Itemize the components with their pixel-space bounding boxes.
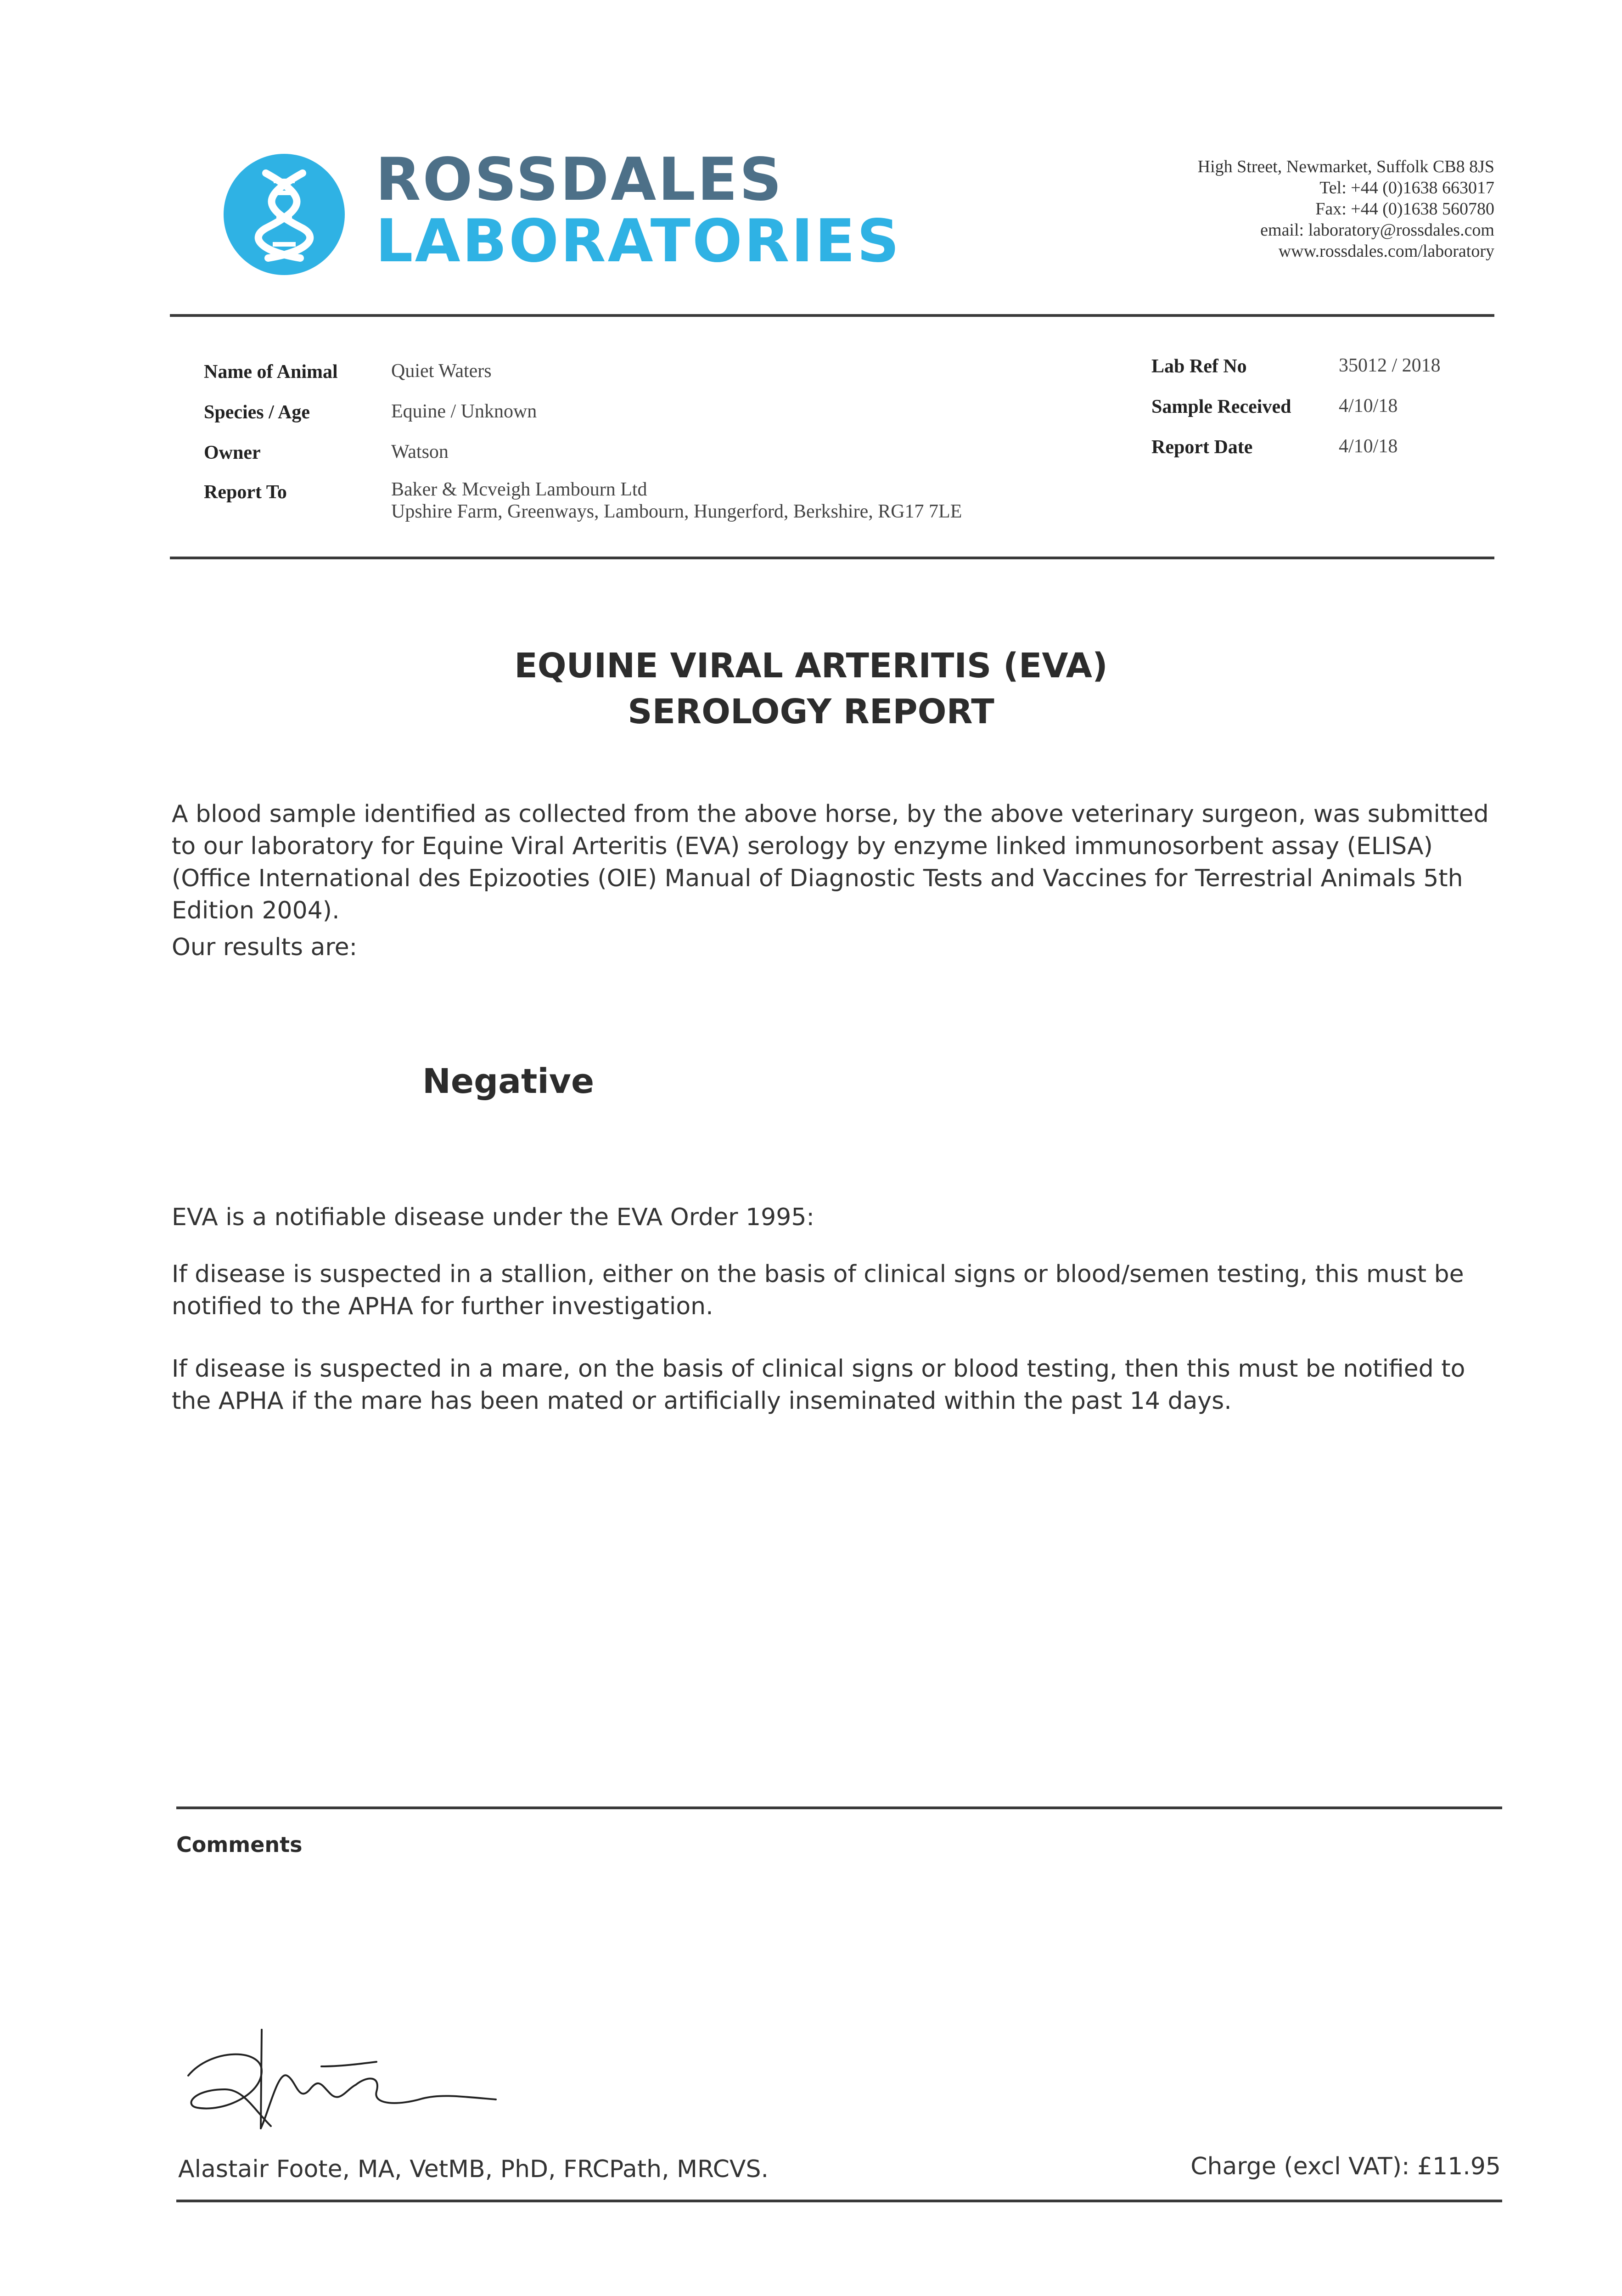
notifiable-statement: EVA is a notifiable disease under the EVA Order 1995: (172, 1204, 814, 1231)
report-subtitle: SEROLOGY REPORT (628, 692, 994, 732)
address-phone: Tel: +44 (0)1638 663017 (1319, 178, 1494, 197)
address-website: www.rossdales.com/laboratory (1278, 242, 1494, 261)
comments-label: Comments (176, 1832, 303, 1857)
results-intro: Our results are: (172, 934, 358, 961)
report-title: EQUINE VIRAL ARTERITIS (EVA) (514, 646, 1108, 686)
brand-name: ROSSDALES (376, 146, 784, 214)
owner-value: Watson (391, 441, 449, 462)
header-divider (170, 314, 1494, 317)
address-fax: Fax: +44 (0)1638 560780 (1315, 199, 1494, 219)
test-result: Negative (422, 1062, 595, 1101)
report-date-label: Report Date (1151, 437, 1253, 458)
mare-note: If disease is suspected in a mare, on the basis of clinical signs or blood testing, then this must be notified to the APHA if the mare has been mated or artificially inseminated within the past 14 days. (172, 1355, 1465, 1415)
species-age-label: Species / Age (204, 402, 310, 423)
report-to-label: Report To (204, 482, 287, 503)
lab-address (1198, 156, 1494, 262)
sample-received-value: 4/10/18 (1339, 395, 1398, 416)
dna-logo-icon (222, 152, 346, 276)
sample-received-label: Sample Received (1151, 396, 1291, 417)
comments-divider (176, 1806, 1502, 1809)
animal-name-label: Name of Animal (204, 361, 338, 383)
lab-ref-value: 35012 / 2018 (1339, 355, 1441, 376)
lab-ref-label: Lab Ref No (1151, 356, 1247, 377)
brand-subtitle: LABORATORIES (376, 207, 901, 276)
address-line: High Street, Newmarket, Suffolk CB8 8JS (1197, 157, 1494, 176)
intro-paragraph: A blood sample identified as collected from the above horse, by the above veterinary surgeon, was submitted to our laboratory for Equine Viral Arteritis (EVA) serology by enzyme linked immunosorbent assay (ELISA) (Office International des Epizooties (OIE) Manual of Diagnostic Tests and Vaccines for Terrestrial Animals 5th Edition 2004). (172, 800, 1489, 924)
species-age-value: Equine / Unknown (391, 401, 537, 422)
animal-name-value: Quiet Waters (391, 360, 492, 382)
signature (184, 2020, 533, 2140)
report-to-address: Upshire Farm, Greenways, Lambourn, Hungerford, Berkshire, RG17 7LE (391, 501, 962, 522)
address-email: email: laboratory@rossdales.com (1260, 220, 1494, 240)
details-divider (170, 557, 1494, 559)
charge-amount: Charge (excl VAT): £11.95 (1190, 2153, 1501, 2180)
owner-label: Owner (204, 442, 261, 463)
report-to-name: Baker & Mcveigh Lambourn Ltd (391, 479, 647, 500)
footer-divider (176, 2200, 1502, 2202)
report-date-value: 4/10/18 (1339, 436, 1398, 457)
signatory-name: Alastair Foote, MA, VetMB, PhD, FRCPath, MRCVS. (178, 2155, 769, 2183)
stallion-note: If disease is suspected in a stallion, either on the basis of clinical signs or blood/semen testing, this must be notified to the APHA for further investigation. (172, 1261, 1464, 1320)
